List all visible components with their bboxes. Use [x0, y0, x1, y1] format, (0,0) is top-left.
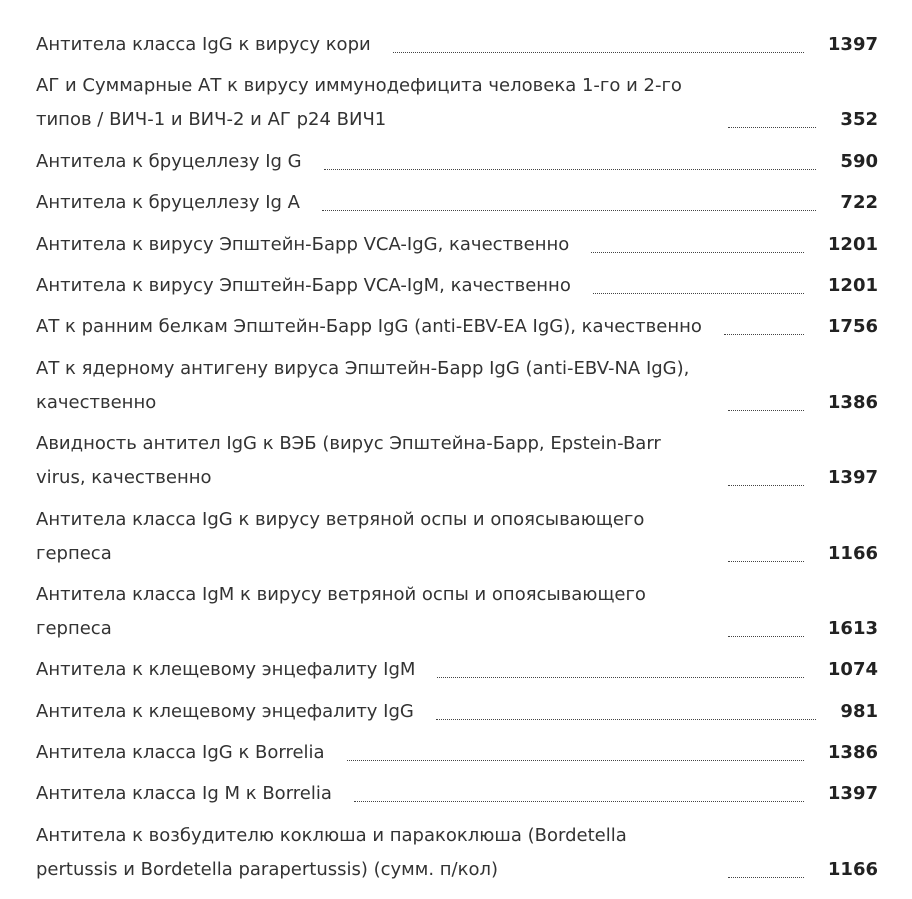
test-price: 1386 [827, 742, 878, 764]
dotted-leader [728, 127, 816, 128]
test-name: АТ к ядерному антигену вируса Эпштейн-Барр IgG (anti-EBV-NA IgG), качественно [36, 357, 690, 413]
list-item [36, 269, 878, 303]
list-item [36, 352, 878, 420]
list-item [36, 186, 878, 220]
test-name: Антитела к клещевому энцефалиту IgM [36, 659, 416, 681]
test-name: Антитела к клещевому энцефалиту IgG [36, 700, 414, 722]
dotted-leader [593, 293, 804, 294]
test-name: Антитела к бруцеллезу Ig A [36, 192, 300, 214]
test-name: АГ и Суммарные АТ к вирусу иммунодефицита человека 1-го и 2-го типов / ВИЧ-1 и ВИЧ-2 и АГ р24 ВИЧ1 [36, 75, 682, 131]
test-price: 1166 [827, 858, 878, 880]
list-item [36, 777, 878, 811]
dotted-leader [728, 561, 804, 562]
list-item [36, 578, 878, 646]
test-price: 722 [840, 192, 878, 214]
dotted-leader [591, 252, 804, 253]
list-item [36, 695, 878, 729]
dotted-leader [393, 52, 804, 53]
dotted-leader [354, 801, 804, 802]
test-price: 1397 [827, 34, 878, 55]
test-price: 981 [840, 700, 878, 722]
list-item [36, 310, 878, 344]
test-price: 1386 [827, 391, 878, 413]
test-price: 590 [840, 150, 878, 172]
dotted-leader [324, 169, 817, 170]
test-price: 352 [840, 109, 878, 131]
test-price: 1074 [827, 659, 878, 681]
list-item [36, 819, 878, 887]
test-name: Антитела к бруцеллезу Ig G [36, 150, 302, 172]
dotted-leader [322, 210, 816, 211]
list-item [36, 145, 878, 179]
list-item [36, 427, 878, 495]
dotted-leader [728, 410, 804, 411]
test-price: 1756 [827, 316, 878, 338]
test-name: Антитела класса IgG к вирусу ветряной оспы и опоясывающего герпеса [36, 508, 645, 564]
test-price: 1201 [827, 274, 878, 296]
test-name: Антитела класса IgM к вирусу ветряной оспы и опоясывающего герпеса [36, 583, 646, 639]
dotted-leader [436, 719, 817, 720]
test-price: 1613 [827, 617, 878, 639]
list-item [36, 28, 878, 62]
test-name: Антитела класса Ig M к Borrelia [36, 783, 332, 805]
list-item [36, 736, 878, 770]
test-name: Антитела к вирусу Эпштейн-Барр VCA-IgM, качественно [36, 274, 571, 296]
dotted-leader [437, 677, 803, 678]
list-item [36, 69, 878, 137]
test-name: Антитела к возбудителю коклюша и паракоклюша (Bordetella pertussis и Bordetella parapertussis) (сумм. п/кол) [36, 824, 627, 880]
test-name: Антитела класса IgG к Borrelia [36, 742, 325, 764]
test-name: Антитела класса IgG к вирусу кори [36, 34, 371, 55]
test-name: Антитела к вирусу Эпштейн-Барр VCA-IgG, качественно [36, 233, 570, 255]
price-list [36, 28, 878, 894]
test-price: 1397 [827, 467, 878, 489]
list-item [36, 503, 878, 571]
dotted-leader [728, 485, 804, 486]
list-item [36, 653, 878, 687]
dotted-leader [347, 760, 804, 761]
test-price: 1201 [827, 233, 878, 255]
test-price: 1397 [827, 783, 878, 805]
test-name: АТ к ранним белкам Эпштейн-Барр IgG (anti-EBV-EA IgG), качественно [36, 316, 702, 338]
list-item [36, 228, 878, 262]
dotted-leader [728, 636, 804, 637]
dotted-leader [728, 877, 804, 878]
test-name: Авидность антител IgG к ВЭБ (вирус Эпштейна-Барр, Epstein-Barr virus, качественно [36, 433, 661, 489]
dotted-leader [724, 334, 804, 335]
test-price: 1166 [827, 542, 878, 564]
